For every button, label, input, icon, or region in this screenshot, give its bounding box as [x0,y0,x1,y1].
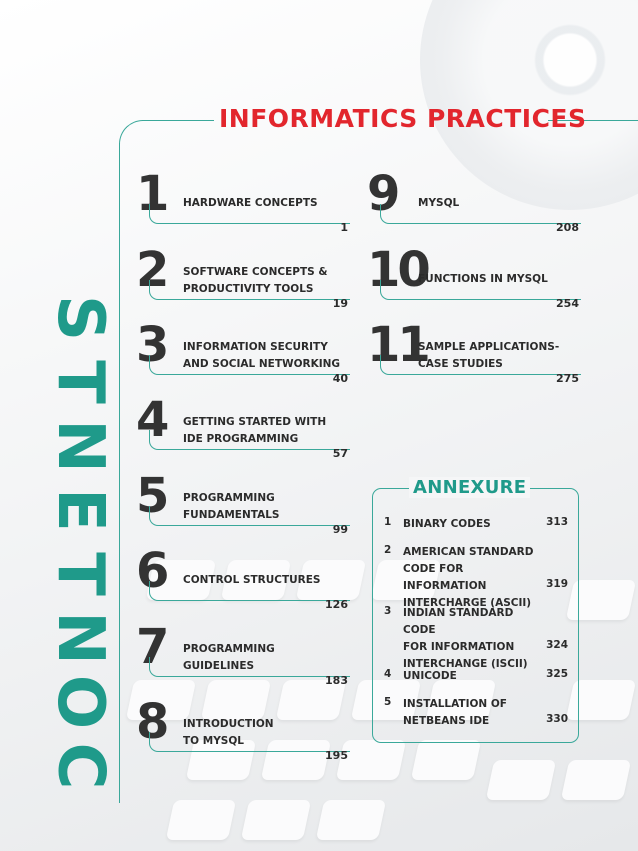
chapter-page: 57 [332,447,348,460]
chapter-number: 11 [367,317,428,373]
chapter-number: 4 [136,392,167,448]
annexure-item-number: 5 [384,696,392,708]
chapter-entry [136,392,356,474]
chapter-number: 6 [136,543,167,599]
chapter-number: 3 [136,317,167,373]
chapter-page: 183 [325,674,348,687]
chapter-title: GETTING STARTED WITH IDE PROGRAMMING [183,416,327,445]
side-title-letter: E [43,488,117,532]
chapter-page: 126 [325,598,348,611]
annexure-item-page: 330 [546,713,568,725]
chapter-entry [136,619,356,701]
annexure-item-number: 4 [384,668,392,680]
chapter-page: 19 [332,297,348,310]
chapter-number: 1 [136,166,167,222]
chapter-title: PROGRAMMING FUNDAMENTALS [183,492,280,521]
annexure-item-title: UNICODE [403,670,457,682]
key-shape [411,740,482,780]
chapter-page: 254 [556,297,579,310]
frame-line [142,120,214,121]
chapter-number: 5 [136,468,167,524]
key-shape [316,800,387,840]
side-title-letter: C [43,742,117,790]
chapter-title: SOFTWARE CONCEPTS & PRODUCTIVITY TOOLS [183,266,328,295]
chapter-entry [136,242,356,324]
chapter-entry [367,242,587,324]
chapter-title: HARDWARE CONCEPTS [183,197,318,209]
chapter-title: CONTROL STRUCTURES [183,574,321,586]
chapter-title: MYSQL [418,197,460,209]
chapter-entry [367,317,587,399]
key-shape [241,800,312,840]
chapter-number: 7 [136,619,167,675]
chapter-number: 10 [367,242,428,298]
side-title [43,286,117,796]
side-title-letter: S [43,294,117,342]
frame-corner [119,120,144,145]
annexure-item-title: BINARY CODES [403,518,491,530]
side-title-letter: O [43,674,117,730]
annexure-item-page: 325 [546,668,568,680]
frame-line [119,143,120,803]
chapter-entry [136,166,356,248]
chapter-entry [136,317,356,399]
annexure-item-page: 313 [546,516,568,528]
chapter-number: 2 [136,242,167,298]
annexure-item-title: INDIAN STANDARD CODE FOR INFORMATION INTERCHANGE (ISCII) [403,607,528,670]
key-shape [486,760,557,800]
page-title: INFORMATICS PRACTICES [219,104,587,133]
chapter-entry [367,166,587,248]
side-title-letter: T [43,552,117,596]
chapter-entry [136,543,356,625]
annexure-item-number: 2 [384,544,392,556]
chapter-page: 40 [332,372,348,385]
side-title-letter: T [43,360,117,404]
chapter-title: INFORMATION SECURITY AND SOCIAL NETWORKING [183,341,341,370]
chapter-title: FUNCTIONS IN MYSQL [418,273,548,285]
chapter-entry [136,694,356,776]
annexure-item-title: INSTALLATION OF NETBEANS IDE [403,698,507,727]
annexure-item-number: 1 [384,516,392,528]
annexure-title: ANNEXURE [409,477,530,498]
chapter-page: 208 [556,221,579,234]
annexure-item-number: 3 [384,605,392,617]
key-shape [166,800,237,840]
chapter-number: 8 [136,694,167,750]
chapter-page: 195 [325,749,348,762]
chapter-title: SAMPLE APPLICATIONS- CASE STUDIES [418,341,560,370]
chapter-page: 275 [556,372,579,385]
key-shape [561,760,632,800]
chapter-number: 9 [367,166,398,222]
annexure-item-page: 319 [546,578,568,590]
annexure-box [372,477,579,743]
side-title-letter: N [43,611,117,665]
chapter-title: INTRODUCTION TO MYSQL [183,718,274,747]
annexure-item-page: 324 [546,639,568,651]
chapter-page: 99 [332,523,348,536]
chapter-title: PROGRAMMING GUIDELINES [183,643,275,672]
annexure-item-title: AMERICAN STANDARD CODE FOR INFORMATION INTERCHARGE (ASCII) [403,546,534,609]
chapter-entry [136,468,356,550]
side-title-letter: N [43,419,117,473]
chapter-page: 1 [340,221,348,234]
